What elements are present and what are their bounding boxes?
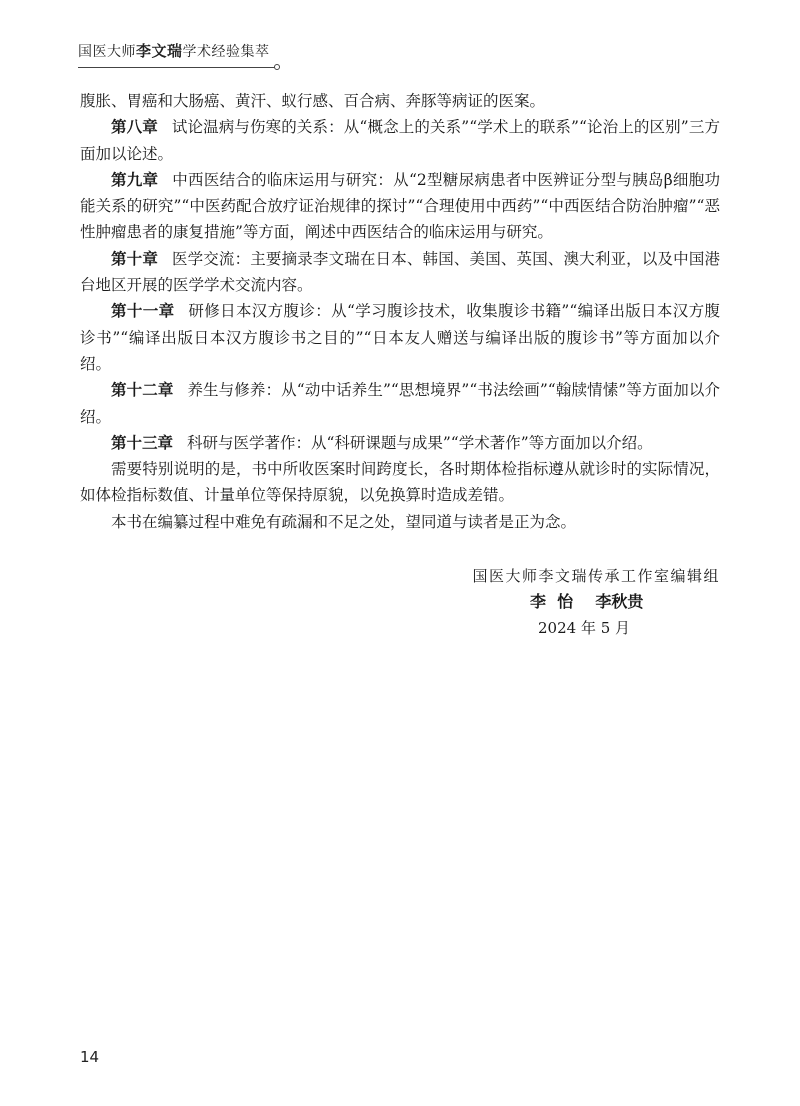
paragraph-chapter-11	[80, 298, 720, 377]
page-number: 14	[80, 1048, 100, 1066]
paragraph-chapter-12	[80, 377, 720, 430]
paragraph-text: 腹胀、胃癌和大肠癌、黄汗、蚁行感、百合病、奔豚等病证的医案。	[80, 92, 546, 110]
header-prefix: 国医大师	[78, 44, 136, 60]
paragraph-continuation	[80, 88, 720, 114]
running-header	[78, 40, 270, 61]
paragraph-closing	[80, 509, 720, 535]
paragraph-text: 研修日本汉方腹诊：从“学习腹诊技术，收集腹诊书籍”“编译出版日本汉方腹诊书”“编译出版日本汉方腹诊书之目的”“日本友人赠送与编译出版的腹诊书”等方面加以介绍。	[80, 302, 720, 373]
chapter-heading: 第九章	[111, 169, 159, 189]
paragraph-text: 试论温病与伤寒的关系：从“概念上的关系”“学术上的联系”“论治上的区别”三方面加以论述。	[80, 118, 720, 163]
chapter-heading: 第十三章	[111, 432, 174, 452]
paragraph-chapter-8	[80, 114, 720, 167]
paragraph-chapter-9	[80, 167, 720, 246]
signature-date: 2024 年 5 月	[538, 619, 631, 637]
paragraph-note	[80, 456, 720, 509]
paragraph-text: 中西医结合的临床运用与研究：从“2型糖尿病患者中医辨证分型与胰岛β细胞功能关系的研究”“中医药配合放疗证治规律的探讨”“合理使用中西药”“中西医结合防治肿瘤”“恶性肿瘤患者的康复措施”等方面，阐述中西医结合的临床运用与研究。	[80, 170, 720, 242]
paragraph-text: 医学交流：主要摘录李文瑞在日本、韩国、美国、英国、澳大利亚，以及中国港台地区开展的医学学术交流内容。	[80, 249, 720, 295]
signature-names: 李 怡 李秋贵	[530, 592, 644, 611]
header-name: 李文瑞	[136, 42, 183, 60]
paragraph-text: 本书在编纂过程中难免有疏漏和不足之处，望同道与读者是正为念。	[111, 512, 577, 531]
chapter-heading: 第十章	[111, 248, 158, 268]
paragraph-text: 需要特别说明的是，书中所收医案时间跨度长，各时期体检指标遵从就诊时的实际情况，如体检指标数值、计量单位等保持原貌，以免换算时造成差错。	[80, 460, 720, 505]
signature-block	[420, 563, 720, 641]
paragraph-chapter-13	[80, 430, 720, 456]
header-rule	[78, 67, 276, 68]
chapter-heading: 第十一章	[111, 301, 175, 321]
paragraph-chapter-10	[80, 246, 720, 299]
body-text	[80, 88, 720, 535]
chapter-heading: 第八章	[111, 117, 158, 137]
signature-organization: 国医大师李文瑞传承工作室编辑组	[472, 567, 720, 585]
chapter-heading: 第十二章	[111, 380, 174, 400]
paragraph-text: 养生与修养：从“动中话养生”“思想境界”“书法绘画”“翰牍情愫”等方面加以介绍。	[80, 381, 720, 426]
header-suffix: 学术经验集萃	[182, 44, 270, 60]
header-rule-ornament	[274, 64, 280, 70]
paragraph-text: 科研与医学著作：从“科研课题与成果”“学术著作”等方面加以介绍。	[186, 433, 653, 452]
